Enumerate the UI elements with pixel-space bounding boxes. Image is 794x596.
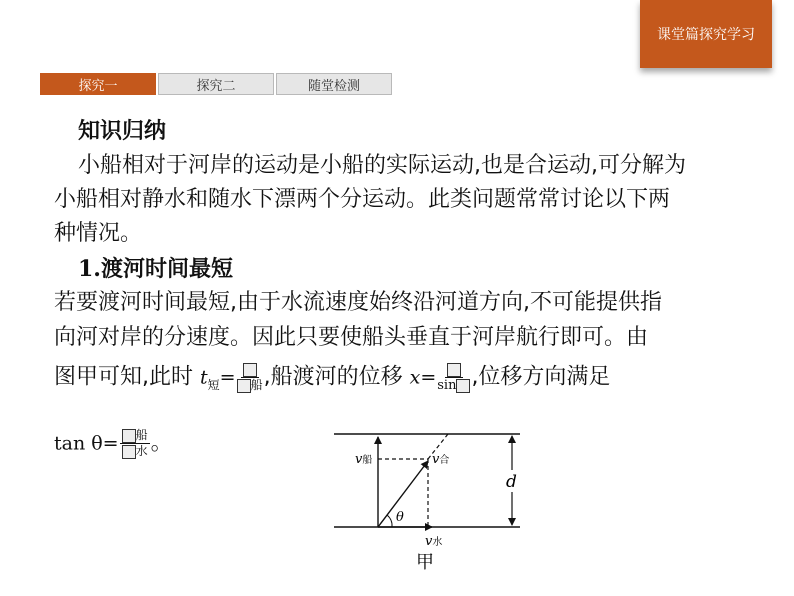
- width-label: d: [506, 472, 517, 492]
- diagram-caption: 甲: [416, 552, 434, 573]
- subsection-text: 渡河时间最短: [100, 257, 233, 282]
- fraction-denominator: sin: [437, 378, 457, 393]
- theta-label: θ: [396, 510, 404, 525]
- fraction-subscript: 船: [135, 428, 148, 442]
- paragraph-line: 小船相对静水和随水下漂两个分运动。此类问题常常讨论以下两: [54, 187, 671, 212]
- paragraph-text: 图甲可知,此时: [54, 364, 193, 390]
- tab-label: 探究二: [196, 78, 236, 94]
- tab-label: 随堂检测: [307, 78, 360, 94]
- x-symbol: x: [409, 366, 421, 389]
- equals-sign: =: [219, 366, 236, 389]
- section-badge-label: 课堂篇探究学习: [657, 27, 755, 43]
- paragraph-line: 种情况。: [54, 221, 143, 246]
- period: 。: [150, 430, 173, 456]
- water-velocity-label: v水: [425, 534, 443, 549]
- paragraph-line: 向河对岸的分速度。因此只要使船头垂直于河岸航行即可。由: [54, 325, 649, 350]
- t-subscript: 短: [207, 377, 220, 392]
- resultant-velocity-label: v合: [432, 452, 450, 467]
- boat-velocity-label: v船: [355, 452, 373, 467]
- fraction-subscript: 水: [135, 444, 148, 458]
- section-heading: 知识归纳: [78, 119, 167, 144]
- subsection-number: 1.: [78, 256, 101, 282]
- theta-arc: [387, 515, 392, 527]
- tab-label: 探究一: [78, 78, 118, 94]
- t-symbol: t: [200, 366, 208, 389]
- fraction-subscript: 船: [250, 378, 263, 392]
- paragraph-line: 小船相对于河岸的运动是小船的实际运动,也是合运动,可分解为: [78, 153, 686, 178]
- paragraph-text: ,船渡河的位移: [263, 364, 403, 390]
- paragraph-text: ,位移方向满足: [471, 364, 611, 390]
- tan-label: tan θ=: [54, 432, 119, 455]
- equals-sign: =: [420, 366, 437, 389]
- paragraph-line: 若要渡河时间最短,由于水流速度始终沿河道方向,不可能提供指: [54, 290, 662, 315]
